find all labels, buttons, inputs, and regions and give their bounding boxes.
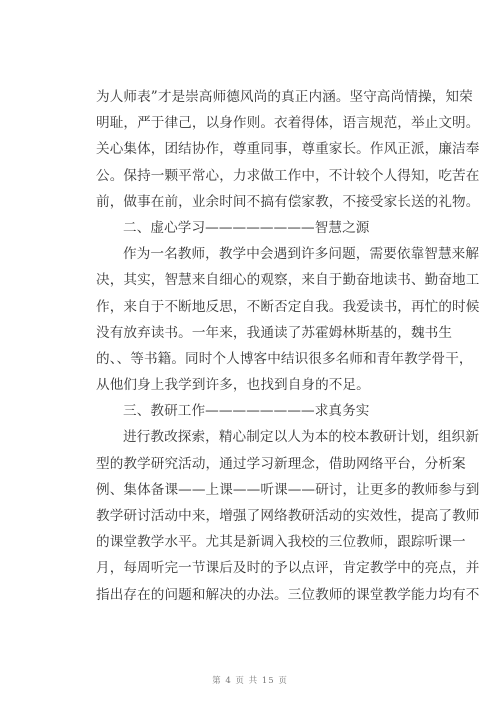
text-line: 进行教改探索，精心制定以人为本的校本教研计划，组织新: [123, 429, 480, 446]
text-line: 指出存在的问题和解决的办法。三位教师的课堂教学能力均有不: [96, 586, 480, 603]
section-heading: 三、教研工作————————求真务实: [123, 403, 370, 420]
text-line: 公。保持一颗平常心，力求做工作中，不计较个人得知，吃苦在: [96, 167, 480, 184]
text-line: 为人师表”才是崇高师德风尚的真正内涵。坚守高尚情操，知荣: [96, 89, 473, 105]
text-line: 教学研讨活动中来，增强了网络教研活动的实效性，提高了教师: [96, 508, 480, 524]
text-line: 作，来自于不断地反思，不断否定自我。我爱读书，再忙的时候: [96, 298, 480, 315]
text-line: 从他们身上我学到许多，也找到自身的不足。: [96, 377, 370, 394]
text-line: 型的教学研究活动，通过学习新理念，借助网络平台，分析案: [96, 455, 466, 472]
section-heading: 二、虚心学习————————智慧之源: [123, 219, 370, 236]
text-line: 关心集体，团结协作，尊重同事，尊重家长。作风正派，廉洁奉: [96, 141, 480, 158]
text-line: 例、集体备课——上课——听课——研讨，让更多的教师参与到: [96, 481, 480, 498]
text-line: 的、、等书籍。同时个人博客中结识很多名师和青年教学骨干，: [96, 350, 473, 367]
text-line: 前，做事在前，业余时间不搞有偿家教，不接受家长送的礼物。: [96, 193, 480, 210]
page-number: 第 4 页 共 15 页: [212, 676, 288, 686]
text-line: 作为一名教师，教学中会遇到许多问题，需要依靠智慧来解: [123, 246, 480, 263]
text-line: 的课堂教学水平。尤其是新调入我校的三位教师，跟踪听课一: [96, 534, 466, 551]
text-line: 月，每周听完一节课后及时的予以点评，肯定教学中的亮点，并: [96, 560, 480, 577]
text-line: 明耻，严于律己，以身作则。衣着得体，语言规范，举止文明。: [96, 115, 480, 132]
text-line: 决，其实，智慧来自细心的观察，来自于勤奋地读书、勤奋地工: [96, 272, 480, 289]
text-line: 没有放弃读书。一年来，我通读了苏霍姆林斯基的，魏书生: [96, 324, 453, 341]
document-body: [96, 84, 480, 608]
